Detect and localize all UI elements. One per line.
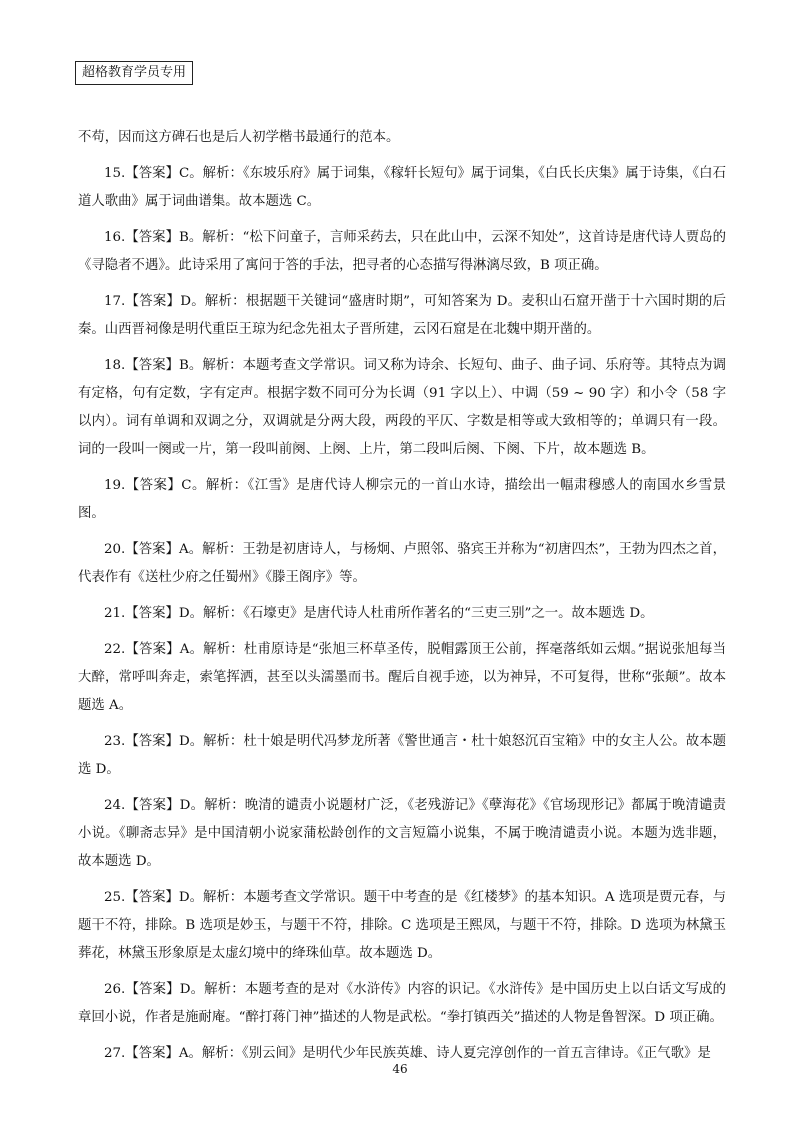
paragraph: 20.【答案】A。解析：王勃是初唐诗人，与杨炯、卢照邻、骆宾王并称为“初唐四杰”，王勃为四杰之首，代表作有《送杜少府之任蜀州》《滕王阁序》等。 xyxy=(78,542,726,585)
paragraph: 26.【答案】D。解析：本题考查的是对《水浒传》内容的识记。《水浒传》是中国历史上以白话文写成的章回小说，作者是施耐庵。“醉打蒋门神”描述的人物是武松。“拳打镇西关”描述的人物是鲁智深。D 项正确。 xyxy=(78,982,726,1025)
paragraph: 16.【答案】B。解析：“松下问童子，言师采药去，只在此山中，云深不知处”，这首诗是唐代诗人贾岛的《寻隐者不遇》。此诗采用了寓问于答的手法，把寻者的心态描写得淋漓尽致，B 项正确。 xyxy=(78,230,726,273)
paragraph: 15.【答案】C。解析：《东坡乐府》属于词集，《稼轩长短句》属于词集，《白氏长庆集》属于诗集，《白石道人歌曲》属于词曲谱集。故本题选 C。 xyxy=(78,166,726,209)
document-body xyxy=(78,124,726,1076)
paragraph: 27.【答案】A。解析：《别云间》是明代少年民族英雄、诗人夏完淳创作的一首五言律诗。《正气歌》是 xyxy=(104,1046,711,1061)
paragraph: 19.【答案】C。解析：《江雪》是唐代诗人柳宗元的一首山水诗，描绘出一幅肃穆感人的南国水乡雪景图。 xyxy=(78,478,726,521)
paragraph: 23.【答案】D。解析：杜十娘是明代冯梦龙所著《警世通言・杜十娘怒沉百宝箱》中的女主人公。故本题选 D。 xyxy=(78,734,726,777)
paragraph: 不苟，因而这方碑石也是后人初学楷书最通行的范本。 xyxy=(78,130,400,145)
paragraph: 24.【答案】D。解析：晚清的谴责小说题材广泛，《老残游记》《孽海花》《官场现形记》都属于晚清谴责小说。《聊斋志异》是中国清朝小说家蒲松龄创作的文言短篇小说集，不属于晚清谴责小说。本题为选非题，故本题选 D。 xyxy=(78,798,726,869)
paragraph: 17.【答案】D。解析：根据题干关键词“盛唐时期”，可知答案为 D。麦积山石窟开凿于十六国时期的后秦。山西晋祠像是明代重臣王琼为纪念先祖太子晋所建，云冈石窟是在北魏中期开凿的。 xyxy=(78,294,726,337)
paragraph: 18.【答案】B。解析：本题考查文学常识。词又称为诗余、长短句、曲子、曲子词、乐府等。其特点为调有定格，句有定数，字有定声。根据字数不同可分为长调（91 字以上）、中调（59 ~ 90 字）和小令（58 字以内）。词有单调和双调之分，双调就是分两大段，两段的平仄、字数是相等或大致相等的；单调只有一段。词的一段叫一阕或一片，第一段叫前阕、上阕、上片，第二段叫后阕、下阕、下片，故本题选 B。 xyxy=(78,358,726,457)
paragraph: 21.【答案】D。解析：《石壕吏》是唐代诗人杜甫所作著名的“三吏三别”之一。故本题选 D。 xyxy=(104,606,654,621)
header-label: 超格教育学员专用 xyxy=(75,61,193,85)
paragraph: 22.【答案】A。解析：杜甫原诗是“张旭三杯草圣传，脱帽露顶王公前，挥毫落纸如云烟。”据说张旭每当大醉，常呼叫奔走，索笔挥洒，甚至以头濡墨而书。醒后自视手迹，以为神异，不可复得，世称“张颠”。故本题选 A。 xyxy=(78,642,726,713)
page-number: 46 xyxy=(392,1062,408,1076)
paragraph: 25.【答案】D。解析：本题考查文学常识。题干中考查的是《红楼梦》的基本知识。A 选项是贾元春，与题干不符，排除。B 选项是妙玉，与题干不符，排除。C 选项是王熙凤，与题干不符，排除。D 选项为林黛玉葬花，林黛玉形象原是太虚幻境中的绛珠仙草。故本题选 D。 xyxy=(78,890,726,961)
